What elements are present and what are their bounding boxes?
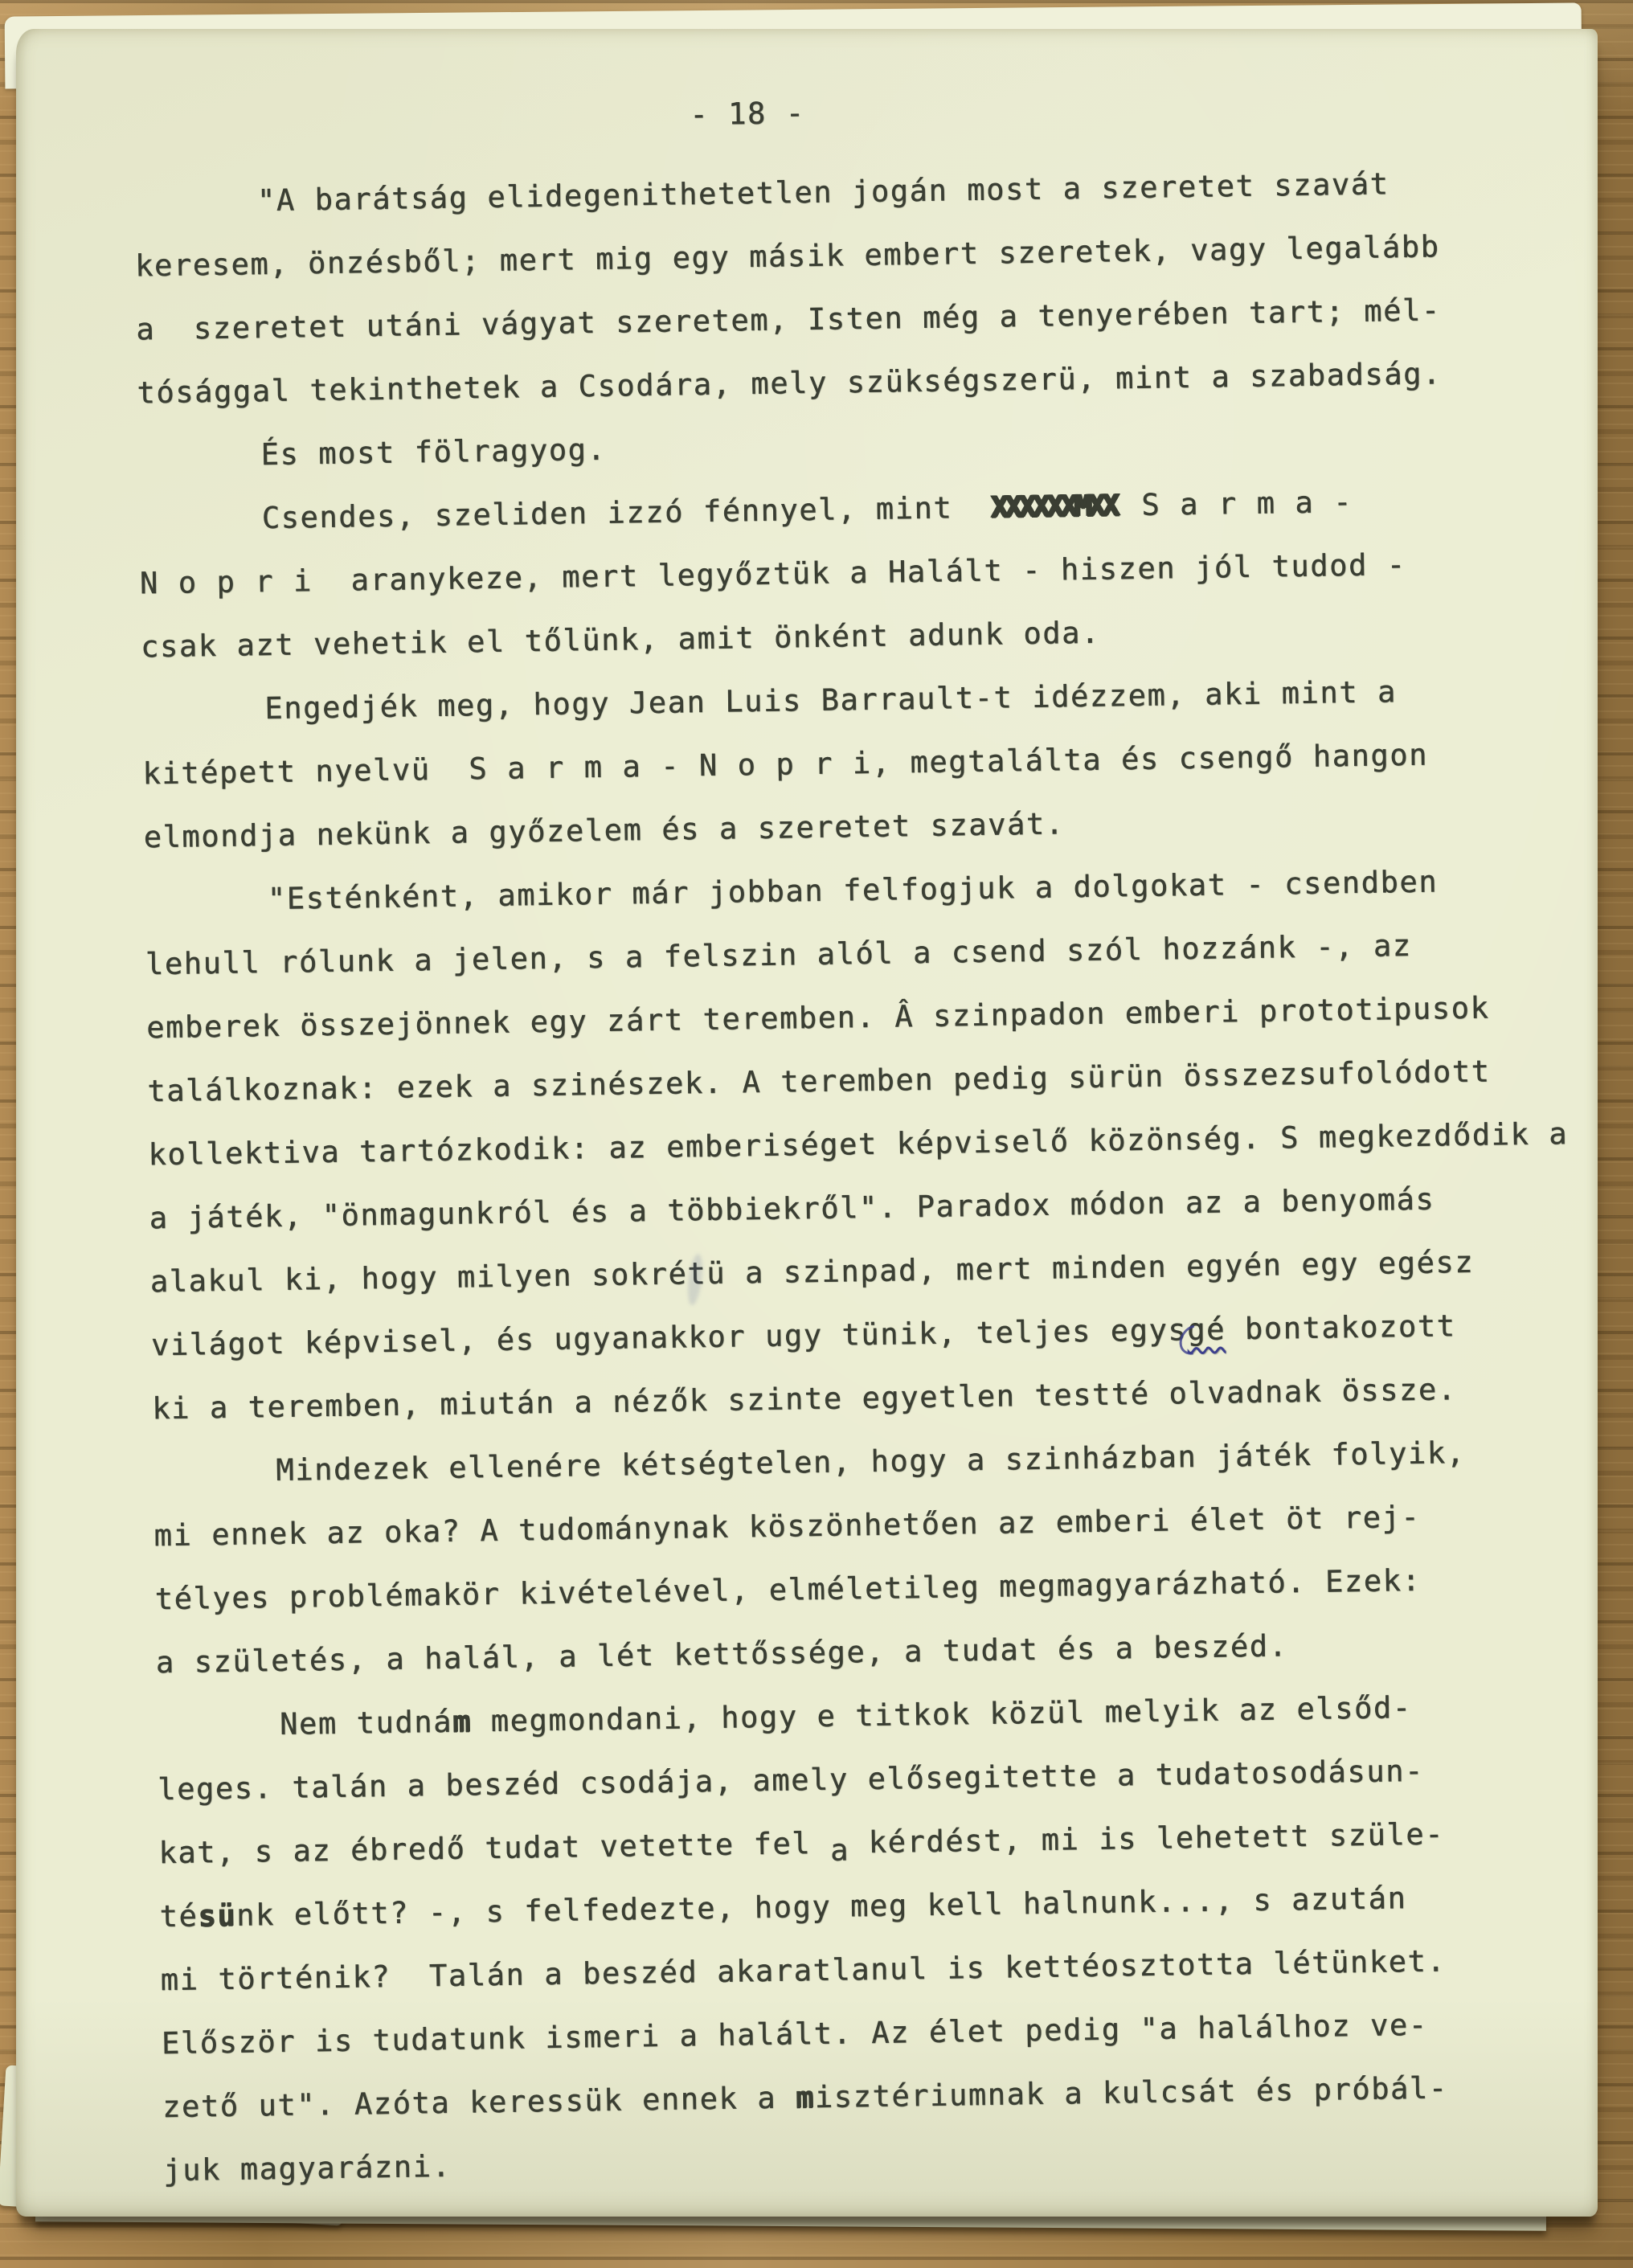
typewritten-segment: bontakozott — [1225, 1308, 1456, 1347]
typewritten-segment: És most fölragyog. — [260, 432, 607, 473]
typewritten-segment: a — [829, 1832, 850, 1868]
typewritten-segment: Csendes, szeliden izzó fénnyel, mint — [261, 489, 992, 536]
scan-text-layer — [16, 29, 1598, 2217]
typewritten-segment: zető ut". Azóta keressük ennek a — [162, 2080, 796, 2125]
typewritten-segment: juk magyarázni. — [163, 2148, 452, 2188]
typewritten-segment: té — [159, 1898, 198, 1934]
typewritten-segment: kitépett nyelvü S a r m a - N o p r i, megtalálta és csengő hangon — [142, 737, 1429, 792]
page-number: - 18 - — [690, 95, 806, 133]
typewritten-segment: találkoznak: ezek a szinészek. A teremben pedig sürün összezsufolódott — [147, 1054, 1491, 1109]
typewritten-segment: elmondja nekünk a győzelem és a szeretet szavát. — [143, 806, 1065, 855]
typewritten-segment: télyes problémakör kivételével, elméletileg megmagyarázható. Ezek: — [154, 1562, 1422, 1617]
document-page — [16, 29, 1598, 2217]
typewritten-segment: Engedjék meg, hogy Jean Luis Barrault-t idézzem, aki mint a — [264, 674, 1398, 727]
typewritten-segment: leges. talán a beszéd csodája, amely elősegitette a tudatosodásun- — [158, 1753, 1425, 1807]
typewritten-segment: S a r m a - — [1122, 484, 1353, 523]
typewritten-segment: a szeretet utáni vágyat szeretem, Isten még a tenyerében tart; mél- — [136, 293, 1442, 347]
typewritten-segment: "Esténként, amikor már jobban felfogjuk a dolgokat - csendben — [267, 864, 1439, 917]
typewritten-segment: sü — [198, 1898, 237, 1934]
typewritten-segment: mi történik? Talán a beszéd akaratlanul is kettéosztotta létünket. — [160, 1943, 1447, 1998]
typewritten-segment: világot képvisel, és ugyanakkor ugy tünik, teljes egys — [150, 1312, 1188, 1363]
typewritten-segment: lehull rólunk a jelen, s a felszin alól a csend szól hozzánk -, az — [145, 927, 1413, 982]
typewritten-segment: emberek összejönnek egy zárt teremben. Â szinpadon emberi prototipusok — [145, 990, 1490, 1046]
typewritten-segment: keresem, önzésből; mert mig egy másik embert szeretek, vagy legalább — [134, 229, 1440, 284]
typewritten-segment: "A barátság elidegenithetetlen jogán most a szeretet szavát — [256, 166, 1389, 219]
typewritten-segment: Először is tudatunk ismeri a halált. Az élet pedig "a halálhoz ve- — [161, 2007, 1428, 2061]
typewritten-segment: mi ennek az oka? A tudománynak köszönhetően az emberi élet öt rej- — [153, 1499, 1421, 1554]
typewritten-segment: isztériumnak a kulcsát és próbál- — [814, 2070, 1449, 2115]
typewritten-segment: N o p r i aranykeze, mert legyőztük a Halált - hiszen jól tudod - — [139, 547, 1407, 601]
typewritten-segment: kollektiva tartózkodik: az emberiséget képviselő közönség. S megkezdődik a — [148, 1116, 1569, 1173]
typewritten-segment: alakul ki, hogy milyen sokrétü a szinpad, mert minden egyén egy egész — [149, 1244, 1475, 1300]
typewritten-segment: megmondani, hogy e titkok közül melyik az elsőd- — [471, 1690, 1413, 1739]
typewritten-text — [16, 29, 1598, 2204]
typewritten-segment: kérdést, mi is lehetett szüle- — [849, 1816, 1445, 1861]
typewritten-segment: kat, s az ébredő tudat vetette fel — [158, 1825, 831, 1871]
typewritten-segment: tósággal tekinthetek a Csodára, mely szükségszerü, mint a szabadság. — [137, 356, 1443, 411]
handwritten-correction: gé — [1186, 1312, 1226, 1348]
typewritten-segment: ki a teremben, miután a nézők szinte egyetlen testté olvadnak össze. — [151, 1372, 1458, 1427]
struck-out-text: XXXXXXMXX — [990, 488, 1116, 525]
typewritten-segment: m — [795, 2080, 816, 2115]
typewritten-segment: a játék, "önmagunkról és a többiekről". Paradox módon az a benyomás — [149, 1181, 1435, 1236]
typewritten-segment: a születés, a halál, a lét kettőssége, a tudat és a beszéd. — [155, 1628, 1288, 1681]
typewritten-segment: nk előtt? -, s felfedezte, hogy meg kell halnunk..., s azután — [235, 1881, 1407, 1933]
typewritten-segment: m — [452, 1704, 473, 1739]
typewritten-segment: Mindezek ellenére kétségtelen, hogy a szinházban játék folyik, — [276, 1435, 1466, 1488]
typewritten-segment: Nem tudná — [279, 1704, 453, 1742]
typewritten-segment: csak azt vehetik el tőlünk, amit önként adunk oda. — [140, 615, 1101, 665]
